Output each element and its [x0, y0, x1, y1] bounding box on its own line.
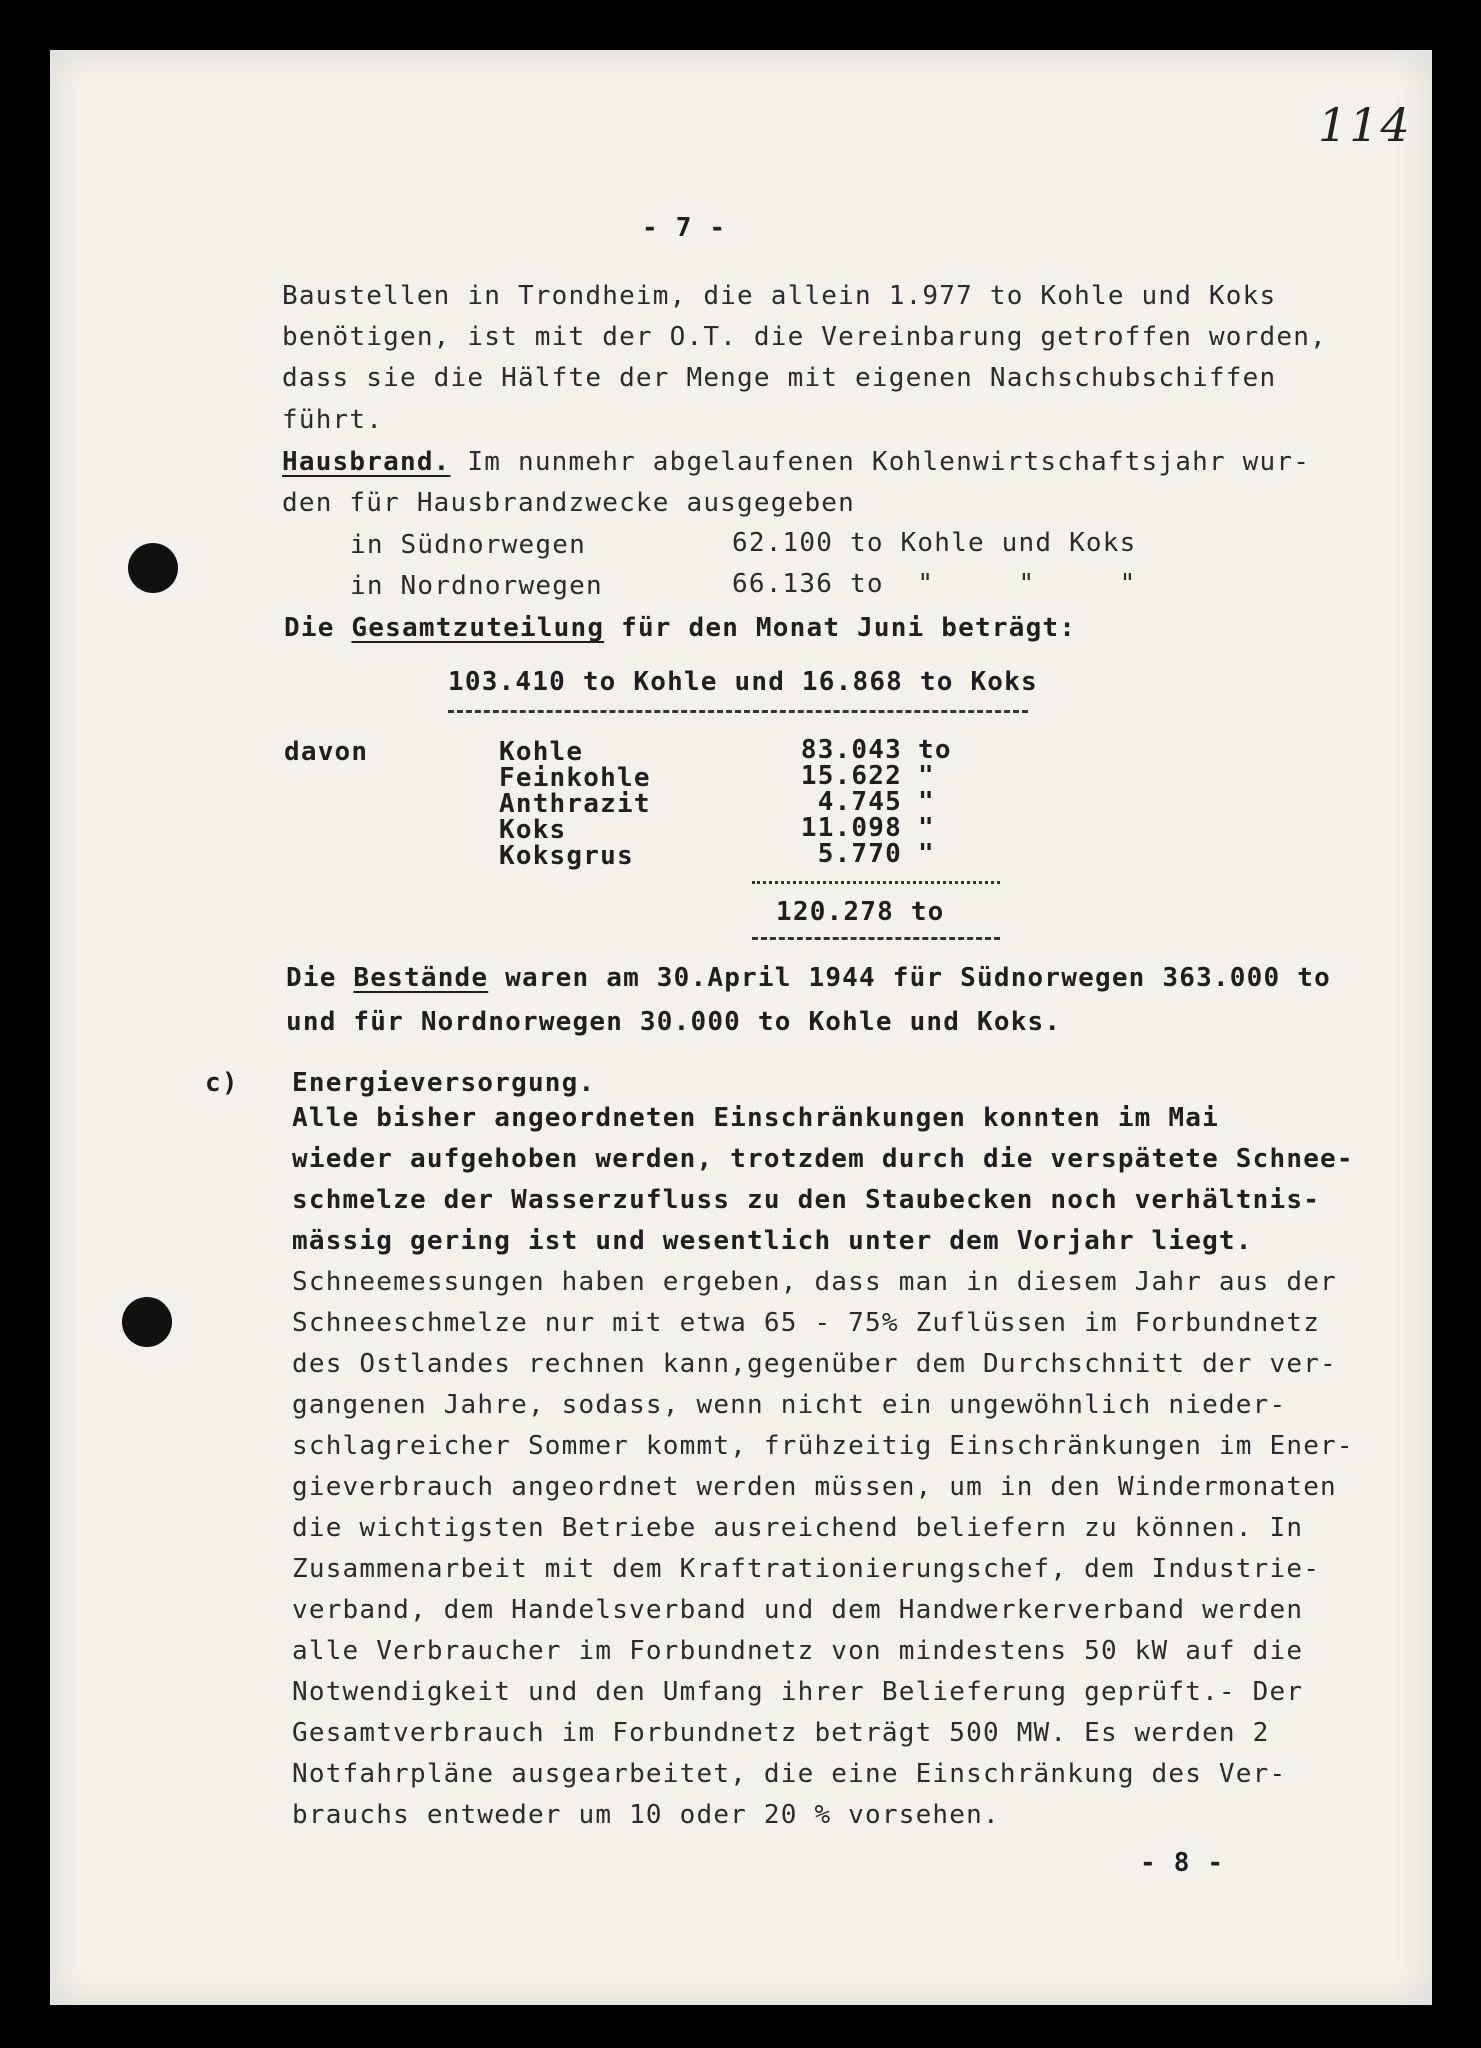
hausbrand-row-label: in Nordnorwegen [350, 571, 603, 601]
energy-line: alle Verbraucher im Forbundnetz von mindestens 50 kW auf die [292, 1636, 1304, 1666]
item-name: Koksgrus [499, 841, 634, 871]
energy-line: gangenen Jahre, sodass, wenn nicht ein ungewöhnlich nieder- [292, 1390, 1287, 1420]
stocks-rest: waren am 30.April 1944 für Südnorwegen 363.000 to [488, 963, 1331, 993]
energy-line: Zusammenarbeit mit dem Kraftrationierungschef, dem Industrie- [292, 1554, 1321, 1584]
item-unit: " [918, 761, 935, 791]
item-amount: 15.622 [800, 761, 902, 791]
hausbrand-row-value: 66.136 to " " " [732, 569, 1137, 599]
energy-line: Alle bisher angeordneten Einschränkungen konnten im Mai [292, 1103, 1219, 1133]
punch-hole-bottom [122, 1297, 172, 1347]
stocks-line-1 [286, 963, 1331, 993]
item-name: Kohle [499, 737, 584, 767]
item-name: Feinkohle [499, 763, 651, 793]
punch-hole-top [128, 543, 178, 593]
energy-line: Schneeschmelze nur mit etwa 65 - 75% Zuflüssen im Forbundnetz [292, 1308, 1321, 1338]
item-amount: 83.043 [800, 735, 902, 765]
allocation-summary: 103.410 to Kohle und 16.868 to Koks [448, 667, 1038, 697]
energy-heading: Energieversorgung. [292, 1068, 596, 1098]
energy-line: Gesamtverbrauch im Forbundnetz beträgt 500 MW. Es werden 2 [292, 1718, 1270, 1748]
energy-line: des Ostlandes rechnen kann,gegenüber dem Durchschnitt der ver- [292, 1349, 1337, 1379]
item-amount: 4.745 [817, 787, 902, 817]
stocks-lead: Die [286, 963, 354, 993]
allocation-lead: Die [284, 613, 352, 643]
paragraph-line: Baustellen in Trondheim, die allein 1.977 to Kohle und Koks [282, 281, 1277, 311]
energy-line: die wichtigsten Betriebe ausreichend beliefern zu können. In [292, 1513, 1304, 1543]
allocation-underlined: Gesamtzuteilung [351, 613, 605, 643]
stocks-line-2: und für Nordnorwegen 30.000 to Kohle und Koks. [286, 1007, 1062, 1037]
item-amount: 11.098 [800, 813, 902, 843]
energy-line: wieder aufgehoben werden, trotzdem durch die verspätete Schnee- [292, 1144, 1354, 1174]
allocation-line [284, 613, 1076, 643]
hausbrand-line-1 [282, 447, 1310, 477]
hausbrand-row-value: 62.100 to Kohle und Koks [732, 528, 1137, 558]
item-unit: " [918, 813, 935, 843]
item-unit: " [918, 839, 935, 869]
energy-line: gieverbrauch angeordnet werden müssen, um in den Windermonaten [292, 1472, 1337, 1502]
total-underline [752, 937, 1000, 940]
hausbrand-heading: Hausbrand. [282, 447, 451, 477]
energy-line: verband, dem Handelsverband und dem Handwerkerverband werden [292, 1595, 1304, 1625]
davon-label: davon [284, 737, 369, 767]
paragraph-line: dass sie die Hälfte der Menge mit eigenen Nachschubschiffen [282, 363, 1277, 393]
energy-line: Notfahrpläne ausgearbeitet, die eine Einschränkung des Ver- [292, 1759, 1287, 1789]
hausbrand-row-label: in Südnorwegen [350, 530, 586, 560]
paragraph-line: führt. [282, 405, 384, 435]
energy-line: schmelze der Wasserzufluss zu den Staubecken noch verhältnis- [292, 1185, 1321, 1215]
energy-line: brauchs entweder um 10 oder 20 % vorsehen. [292, 1800, 1000, 1830]
summary-underline [448, 710, 1028, 713]
total-overline [752, 881, 1000, 884]
section-label: c) [205, 1068, 239, 1098]
item-name: Anthrazit [499, 789, 651, 819]
energy-line: Schneemessungen haben ergeben, dass man in diesem Jahr aus der [292, 1267, 1337, 1297]
allocation-rest: für den Monat Juni beträgt: [604, 613, 1077, 643]
item-unit: to [918, 735, 952, 765]
page-header: - 7 - [642, 213, 727, 243]
allocation-total: 120.278 to [776, 897, 945, 927]
stocks-underlined: Bestände [353, 963, 489, 993]
hausbrand-line-2: den für Hausbrandzwecke ausgegeben [282, 488, 856, 518]
paragraph-line: benötigen, ist mit der O.T. die Vereinbarung getroffen worden, [282, 322, 1327, 352]
energy-line: Notwendigkeit und den Umfang ihrer Belieferung geprüft.- Der [292, 1677, 1304, 1707]
item-amount: 5.770 [817, 839, 902, 869]
energy-line: schlagreicher Sommer kommt, frühzeitig Einschränkungen im Ener- [292, 1431, 1354, 1461]
energy-line: mässig gering ist und wesentlich unter dem Vorjahr liegt. [292, 1226, 1253, 1256]
hausbrand-text: Im nunmehr abgelaufenen Kohlenwirtschaftsjahr wur- [450, 447, 1311, 477]
handwritten-page-number: 114 [1318, 98, 1412, 152]
item-unit: " [918, 787, 935, 817]
item-name: Koks [499, 815, 567, 845]
next-page-marker: - 8 - [1140, 1848, 1225, 1878]
